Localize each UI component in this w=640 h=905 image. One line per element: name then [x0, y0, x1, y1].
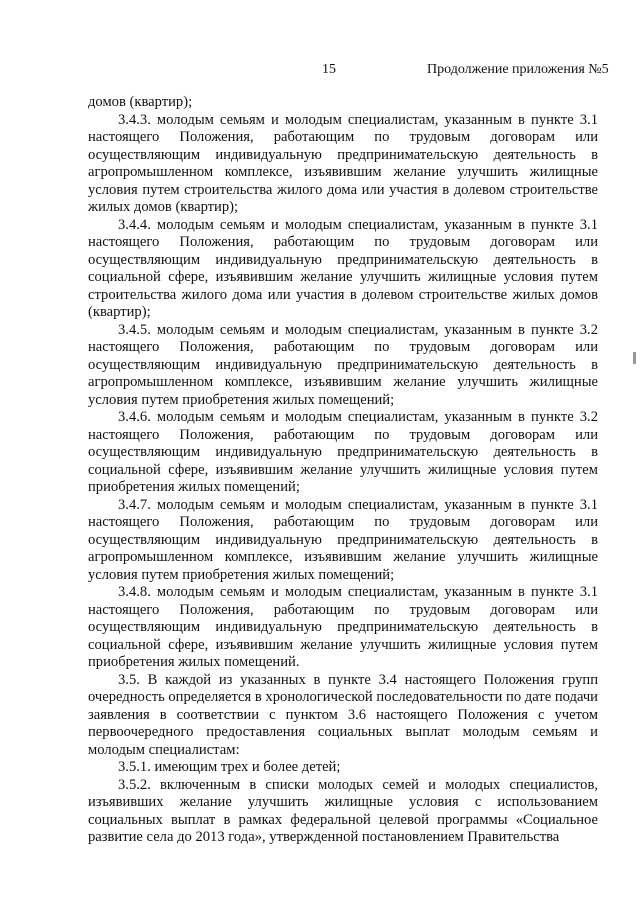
- paragraph-3-5-1: 3.5.1. имеющим трех и более детей;: [118, 759, 341, 775]
- paragraph-3-4-3: 3.4.3. молодым семьям и молодым специалистам, указанным в пункте 3.1 настоящего Положения, работающим по трудовым договорам или осуществляющим индивидуальную предпринимательскую деятельность в агропромышленном комплексе, изъявившим желание улучшить жилищные условия путем строительства жилого дома или участия в долевом строительстве жилых домов (квартир);: [88, 111, 598, 215]
- appendix-continuation-title: Продолжение приложения №5: [427, 62, 609, 77]
- paragraph-3-4-7: 3.4.7. молодым семьям и молодым специалистам, указанным в пункте 3.1 настоящего Положения, работающим по трудовым договорам или осуществляющим индивидуальную предпринимательскую деятельность в агропромышленном комплексе, изъявившим желание улучшить жилищные условия путем приобретения жилых помещений;: [88, 496, 598, 583]
- paragraph-3-4-6: 3.4.6. молодым семьям и молодым специалистам, указанным в пункте 3.2 настоящего Положения, работающим по трудовым договорам или осуществляющим индивидуальную предпринимательскую деятельность в социальной сфере, изъявившим желание улучшить жилищные условия путем приобретения жилых помещений;: [88, 409, 598, 495]
- paragraph-3-5: 3.5. В каждой из указанных в пункте 3.4 настоящего Положения групп очередность определяется в хронологической последовательности по дате подачи заявления в соответствии с пунктом 3.6 настоящего Положения с учетом первоочередного предоставления социальных выплат молодым семьям и молодым специалистам:: [88, 671, 598, 758]
- scan-margin-mark: [633, 352, 636, 364]
- paragraph-continuation: домов (квартир);: [88, 94, 193, 110]
- paragraph-3-4-4: 3.4.4. молодым семьям и молодым специалистам, указанным в пункте 3.1 настоящего Положения, работающим по трудовым договорам или осуществляющим индивидуальную предпринимательскую деятельность в социальной сфере, изъявившим желание улучшить жилищные условия путем строительства жилого дома или участия в долевом строительстве жилых домов (квартир);: [88, 216, 598, 320]
- page-number: 15: [322, 62, 336, 77]
- paragraph-3-4-8: 3.4.8. молодым семьям и молодым специалистам, указанным в пункте 3.1 настоящего Положения, работающим по трудовым договорам или осуществляющим индивидуальную предпринимательскую деятельность в социальной сфере, изъявившим желание улучшить жилищные условия путем приобретения жилых помещений.: [88, 584, 598, 670]
- paragraph-3-5-2: 3.5.2. включенным в списки молодых семей и молодых специалистов, изъявивших желание улучшить жилищные условия с использованием социальных выплат в рамках федеральной целевой программы «Социальное развитие села до 2013 года», утвержденной постановлением Правительства: [88, 776, 598, 845]
- document-body: [88, 94, 598, 847]
- page-header: [0, 62, 640, 82]
- paragraph-3-4-5: 3.4.5. молодым семьям и молодым специалистам, указанным в пункте 3.2 настоящего Положения, работающим по трудовым договорам или осуществляющим индивидуальную предпринимательскую деятельность в агропромышленном комплексе, изъявившим желание улучшить жилищные условия путем приобретения жилых помещений;: [88, 321, 598, 408]
